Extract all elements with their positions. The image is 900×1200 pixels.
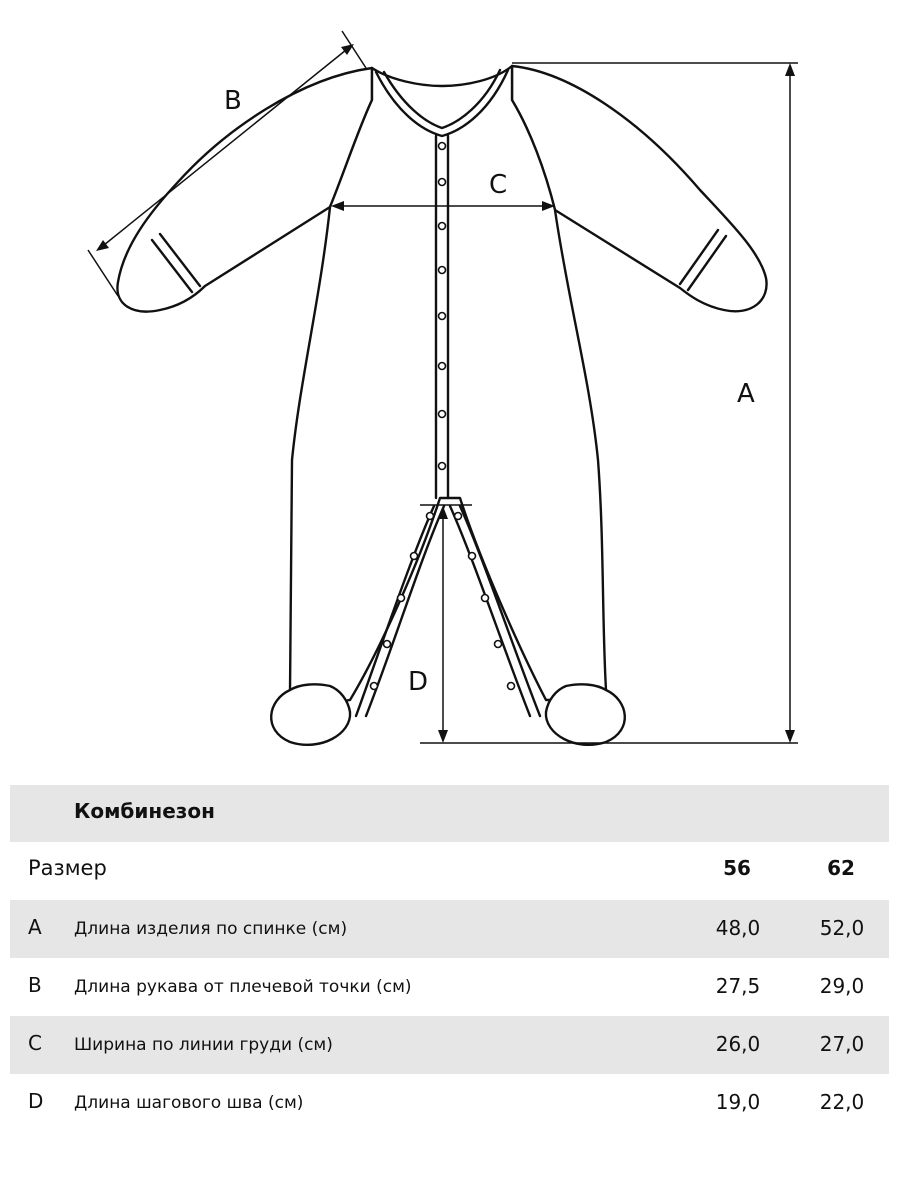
table-title: Комбинезон (74, 799, 215, 823)
row-description: Длина шагового шва (см) (74, 1093, 304, 1113)
row-value-62: 22,0 (819, 1090, 865, 1114)
size-header-56: 56 (723, 856, 751, 880)
row-value-62: 27,0 (819, 1032, 865, 1056)
bodysuit-drawing (117, 66, 766, 745)
row-letter: A (28, 915, 42, 939)
row-letter: B (28, 973, 42, 997)
row-letter: C (28, 1031, 42, 1055)
row-value-56: 19,0 (715, 1090, 761, 1114)
dim-a-arrow-bottom (785, 730, 795, 743)
table-row (10, 958, 889, 1016)
dim-b-ext-2 (88, 250, 118, 296)
dim-d-arrow-bottom (438, 730, 448, 743)
dim-label-b: B (224, 86, 242, 116)
dim-label-c: C (489, 170, 508, 200)
size-label: Размер (28, 856, 107, 880)
row-value-56: 27,5 (715, 974, 761, 998)
size-header-62: 62 (827, 856, 855, 880)
row-value-56: 26,0 (715, 1032, 761, 1056)
table-header-row (10, 842, 889, 900)
dim-d-arrow-top (438, 506, 448, 519)
row-description: Длина изделия по спинке (см) (74, 919, 348, 939)
row-letter: D (28, 1089, 44, 1113)
row-description: Ширина по линии груди (см) (74, 1035, 333, 1055)
size-table (10, 785, 889, 1132)
row-value-62: 29,0 (819, 974, 865, 998)
row-value-56: 48,0 (715, 916, 761, 940)
table-title-row (10, 785, 889, 842)
left-foot (271, 684, 350, 744)
row-value-62: 52,0 (819, 916, 865, 940)
dim-label-a: A (737, 379, 755, 409)
dim-a-arrow-top (785, 63, 795, 76)
row-description: Длина рукава от плечевой точки (см) (74, 977, 412, 997)
table-row (10, 1016, 889, 1074)
table-row (10, 900, 889, 958)
right-foot (546, 684, 625, 744)
dim-label-d: D (408, 667, 429, 697)
table-row (10, 1074, 889, 1132)
